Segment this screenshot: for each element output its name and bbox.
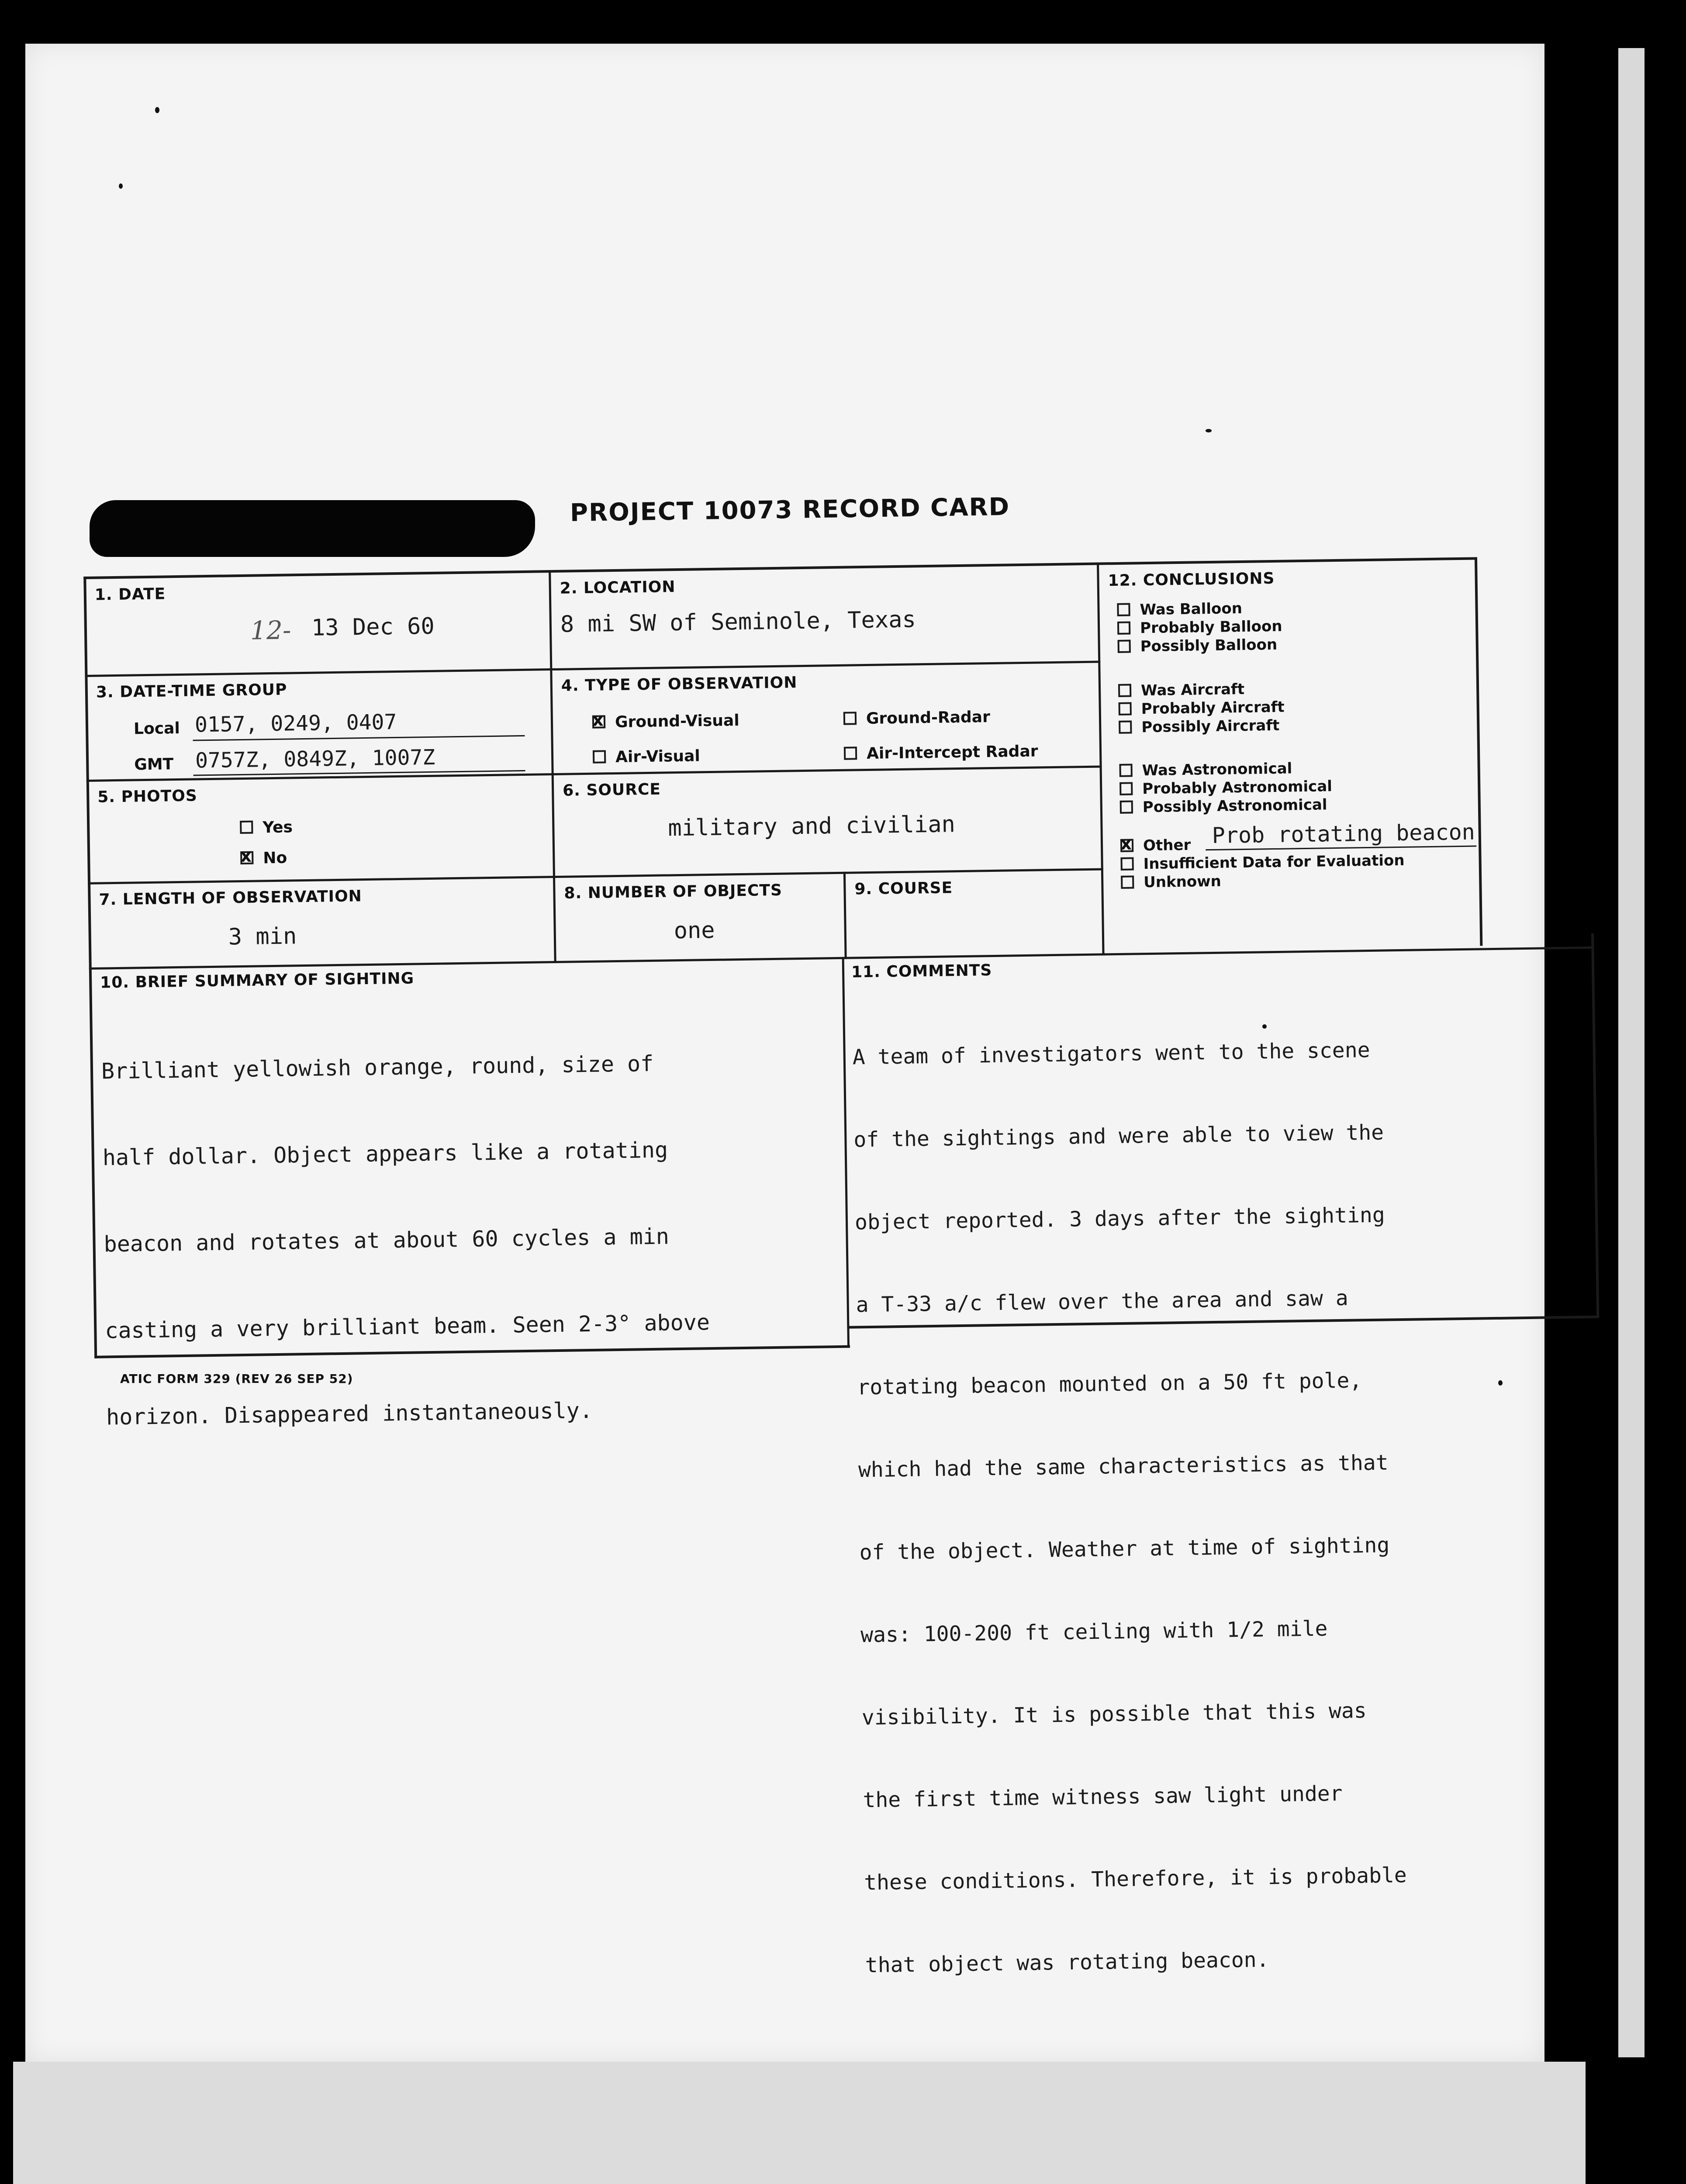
number-objects-label: 8. NUMBER OF OBJECTS	[564, 881, 783, 902]
card-title: PROJECT 10073 RECORD CARD	[570, 492, 1010, 528]
conclusion-checkbox	[1117, 621, 1130, 634]
conclusion-checkbox	[1119, 720, 1132, 733]
date-label: 1. DATE	[94, 585, 166, 604]
paper-edge-strip	[1618, 48, 1645, 2057]
conclusion-probably-astronomical	[1119, 778, 1332, 798]
conclusion-label: Possibly Astronomical	[1142, 796, 1327, 816]
conclusion-checkbox	[1118, 684, 1131, 697]
conclusion-possibly-astronomical	[1120, 796, 1327, 816]
speck	[1206, 429, 1212, 432]
conclusion-was-aircraft	[1118, 681, 1244, 700]
gmt-value: 0757Z, 0849Z, 1007Z	[195, 745, 435, 773]
conclusion-checkbox	[1120, 839, 1133, 852]
conclusions-label: 12. CONCLUSIONS	[1108, 569, 1275, 590]
date-handwritten: 12-	[250, 615, 291, 646]
photos-option-no	[240, 849, 287, 867]
photos-checkbox-no	[240, 851, 253, 864]
obs-option-label: Air-Visual	[615, 747, 700, 767]
length-value: 3 min	[228, 923, 297, 950]
comments-line: rotating beacon mounted on a 50 ft pole,	[857, 1368, 1362, 1400]
comments-border-right	[1591, 933, 1599, 1318]
gmt-label: GMT	[134, 755, 174, 774]
card-border-right	[1475, 557, 1482, 946]
conclusion-label: Probably Astronomical	[1142, 778, 1333, 798]
conclusion-was-astronomical	[1119, 760, 1292, 780]
conclusion-label: Unknown	[1143, 872, 1222, 892]
conclusion-label: Was Aircraft	[1140, 680, 1245, 700]
obs-checkbox-air-visual	[593, 750, 606, 763]
conclusion-probably-balloon	[1117, 618, 1282, 637]
photos-label: 5. PHOTOS	[97, 787, 198, 806]
comments-line: was: 100-200 ft ceiling with 1/2 mile	[860, 1616, 1328, 1648]
conclusion-label: Was Balloon	[1140, 599, 1243, 619]
conclusion-checkbox	[1121, 875, 1134, 888]
summary-text	[100, 991, 712, 1489]
summary-line: Brilliant yellowish orange, round, size of	[101, 1051, 654, 1084]
conclusion-insufficient-data	[1120, 852, 1404, 873]
divider-col-2	[1097, 563, 1105, 956]
source-label: 6. SOURCE	[562, 780, 661, 800]
dtg-label: 3. DATE-TIME GROUP	[96, 681, 287, 702]
conclusion-other	[1120, 836, 1191, 855]
location-label: 2. LOCATION	[560, 578, 676, 598]
conclusion-label: Possibly Aircraft	[1141, 716, 1280, 736]
length-label: 7. LENGTH OF OBSERVATION	[99, 887, 363, 909]
conclusion-checkbox	[1118, 639, 1131, 653]
obs-checkbox-ground-radar	[843, 712, 857, 725]
obs-option-label: Air-Intercept Radar	[866, 742, 1038, 763]
conclusion-label: Insufficient Data for Evaluation	[1143, 851, 1405, 873]
comments-text	[852, 981, 1409, 2034]
conclusion-label: Probably Aircraft	[1141, 698, 1285, 718]
photos-checkbox-yes	[240, 821, 253, 834]
paper-lower-margin	[13, 2062, 1586, 2184]
obs-option-label: Ground-Radar	[866, 708, 991, 728]
comments-line: the first time witness saw light under	[863, 1781, 1343, 1813]
divider-summary-comments	[842, 957, 850, 1348]
conclusion-checkbox	[1120, 800, 1133, 813]
summary-line: half dollar. Object appears like a rotating	[102, 1137, 668, 1171]
comments-line: of the sightings and were able to view the	[853, 1120, 1384, 1152]
comments-line: that object was rotating beacon.	[865, 1947, 1269, 1978]
course-label: 9. COURSE	[854, 879, 953, 898]
conclusion-possibly-balloon	[1117, 636, 1277, 656]
obs-option-label: Ground-Visual	[615, 712, 739, 732]
photos-option-yes	[240, 818, 293, 837]
obs-option-ground-radar	[843, 708, 990, 728]
divider-col-8-9	[843, 872, 847, 959]
conclusion-was-balloon	[1117, 600, 1242, 619]
conclusion-label: Other	[1143, 836, 1191, 855]
conclusion-checkbox	[1119, 702, 1132, 715]
conclusion-checkbox	[1119, 764, 1132, 777]
location-value: 8 mi SW of Seminole, Texas	[560, 606, 916, 638]
conclusion-checkbox	[1119, 782, 1133, 795]
summary-line: horizon. Disappeared instantaneously.	[106, 1397, 593, 1430]
comments-line: a T-33 a/c flew over the area and saw a	[856, 1286, 1349, 1317]
observation-type-label: 4. TYPE OF OBSERVATION	[561, 674, 798, 695]
obs-option-air-intercept-radar	[844, 743, 1038, 763]
conclusion-label: Was Astronomical	[1142, 760, 1292, 780]
row-divider-1	[85, 661, 1100, 677]
number-objects-value: one	[674, 917, 715, 944]
summary-line: casting a very brilliant beam. Seen 2-3° above	[104, 1310, 710, 1344]
divider-col-1	[549, 570, 556, 963]
comments-line: which had the same characteristics as that	[858, 1450, 1389, 1482]
conclusion-possibly-aircraft	[1119, 717, 1280, 736]
row-divider-4	[89, 947, 1594, 970]
conclusion-unknown	[1121, 873, 1221, 892]
source-value: military and civilian	[668, 811, 956, 842]
conclusion-label: Probably Balloon	[1140, 617, 1282, 637]
conclusion-label: Possibly Balloon	[1140, 636, 1278, 656]
obs-checkbox-air-intercept-radar	[844, 746, 857, 760]
comments-line: A team of investigators went to the scene	[852, 1037, 1370, 1070]
conclusion-other-value: Prob rotating beacon	[1212, 819, 1475, 848]
conclusion-checkbox	[1117, 603, 1130, 616]
conclusion-checkbox	[1120, 857, 1133, 870]
comments-line: of the object. Weather at time of sighting	[859, 1533, 1390, 1565]
form-footer: ATIC FORM 329 (REV 26 SEP 52)	[120, 1372, 353, 1386]
photos-option-label: No	[263, 849, 287, 867]
photos-option-label: Yes	[263, 818, 293, 837]
obs-checkbox-ground-visual	[592, 715, 605, 728]
speck	[155, 107, 159, 113]
comments-line: these conditions. Therefore, it is probable	[864, 1863, 1407, 1895]
summary-label: 10. BRIEF SUMMARY OF SIGHTING	[100, 969, 415, 992]
speck	[119, 183, 123, 189]
date-value: 13 Dec 60	[311, 613, 435, 641]
local-label: Local	[133, 719, 180, 738]
local-value: 0157, 0249, 0407	[194, 710, 397, 737]
comments-label: 11. COMMENTS	[851, 961, 992, 981]
comments-line: visibility. It is possible that this was	[861, 1698, 1367, 1730]
conclusion-probably-aircraft	[1118, 698, 1284, 718]
summary-line: beacon and rotates at about 60 cycles a min	[104, 1223, 670, 1257]
obs-option-air-visual	[593, 747, 700, 766]
comments-line: object reported. 3 days after the sighting	[854, 1203, 1385, 1235]
speck	[1498, 1380, 1503, 1386]
obs-option-ground-visual	[592, 712, 739, 732]
